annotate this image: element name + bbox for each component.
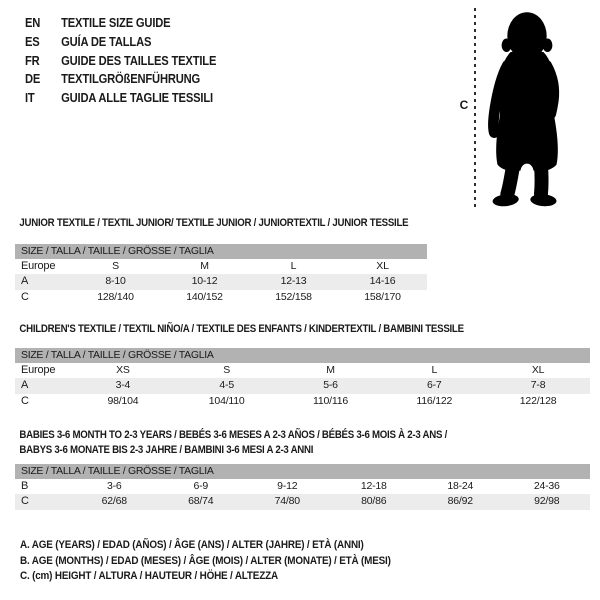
table-cell: 104/110 [208, 394, 245, 407]
baby-silhouette-icon [486, 8, 568, 207]
table-row [15, 378, 590, 393]
table-cell: 110/116 [312, 394, 348, 407]
row-label-cell: Europe [21, 364, 56, 376]
row-label-cell: A [21, 379, 29, 392]
table-cell: 6-9 [193, 480, 209, 492]
table-cell: M [200, 260, 209, 272]
table-cell: 6-7 [427, 379, 442, 392]
table-cell: 128/140 [97, 290, 134, 303]
language-code: ES [25, 33, 40, 49]
table-cell: 74/80 [274, 495, 300, 508]
table-cell: 7-8 [530, 379, 546, 392]
table-cell: 8-10 [105, 275, 126, 288]
table-cell: L [431, 364, 438, 376]
table-row [15, 290, 427, 305]
table-cell: 5-6 [323, 379, 338, 392]
language-code: IT [25, 90, 35, 106]
language-row [25, 70, 216, 89]
childrens-textile-rows [15, 363, 590, 409]
table-cell: M [326, 364, 335, 376]
row-label-cell: C [21, 290, 29, 303]
row-label-cell: B [21, 480, 29, 492]
footnotes [20, 538, 432, 585]
language-label: TEXTILE SIZE GUIDE [61, 15, 171, 30]
row-label-cell: C [21, 394, 29, 407]
table-cell: 24-36 [533, 480, 560, 492]
table-cell: 12-13 [280, 275, 307, 288]
table-row [15, 494, 590, 509]
table-cell: 152/158 [275, 290, 312, 303]
footnote-line: C. (cm) HEIGHT / ALTURA / HAUTEUR / HÖHE / ALTEZZA [20, 570, 278, 583]
row-label-cell: Europe [21, 260, 56, 272]
babies-textile-title: BABYS 3-6 MONATE BIS 2-3 JAHRE / BAMBINI 3-6 MESI A 2-3 ANNI [19, 444, 314, 456]
table-row [15, 259, 427, 274]
table-cell: S [223, 364, 231, 376]
table-cell: 10-12 [191, 275, 218, 288]
table-cell: 98/104 [107, 394, 139, 407]
size-header-band: SIZE / TALLA / TAILLE / GRÖSSE / TAGLIA [15, 244, 427, 259]
table-row [15, 274, 427, 289]
table-cell: 3-4 [115, 379, 131, 392]
childrens-textile-title: CHILDREN'S TEXTILE / TEXTIL NIÑO/A / TEXTILE DES ENFANTS / KINDERTEXTIL / BAMBINI TESSILE [19, 323, 464, 335]
junior-textile-rows [15, 259, 427, 305]
language-row [25, 33, 216, 52]
babies-textile-table [15, 428, 590, 510]
table-cell: 158/170 [364, 290, 401, 303]
childrens-textile-table [15, 322, 590, 409]
table-cell: 86/92 [447, 495, 473, 508]
table-cell: 140/152 [186, 290, 223, 303]
table-cell: 116/122 [416, 394, 453, 407]
height-measure-label: C [459, 98, 469, 112]
language-code: FR [25, 52, 40, 68]
table-cell: 14-16 [369, 275, 396, 288]
junior-textile-title: JUNIOR TEXTILE / TEXTIL JUNIOR/ TEXTILE JUNIOR / JUNIORTEXTIL / JUNIOR TESSILE [19, 217, 409, 229]
table-cell: XL [376, 260, 389, 272]
language-label: GUÍA DE TALLAS [61, 33, 152, 49]
table-cell: L [290, 260, 297, 272]
size-header-band: SIZE / TALLA / TAILLE / GRÖSSE / TAGLIA [15, 348, 590, 363]
table-row [15, 394, 590, 409]
table-cell: 122/128 [519, 394, 557, 407]
table-cell: 9-12 [277, 480, 298, 492]
junior-textile-table [15, 216, 427, 305]
language-label: TEXTILGRÖßENFÜHRUNG [61, 71, 201, 87]
table-row [15, 363, 590, 378]
table-cell: 80/86 [361, 495, 387, 508]
language-label: GUIDA ALLE TAGLIE TESSILI [61, 90, 213, 106]
table-row [15, 479, 590, 494]
table-cell: 18-24 [447, 480, 474, 492]
table-cell: 68/74 [188, 495, 214, 508]
size-header-band: SIZE / TALLA / TAILLE / GRÖSSE / TAGLIA [15, 464, 590, 479]
row-label-cell: C [21, 495, 29, 508]
footnote-line: B. AGE (MONTHS) / EDAD (MESES) / ÂGE (MOIS) / ALTER (MONATE) / ETÀ (MESI) [20, 554, 391, 567]
babies-textile-rows [15, 479, 590, 510]
language-list [25, 14, 247, 108]
language-code: EN [25, 15, 41, 30]
language-row [25, 52, 216, 71]
height-measure-line [474, 8, 476, 207]
table-cell: 12-18 [360, 480, 387, 492]
language-code: DE [25, 71, 41, 87]
row-label-cell: A [21, 275, 29, 288]
table-cell: S [112, 260, 119, 272]
table-cell: XS [116, 364, 130, 376]
measurement-figure [440, 0, 600, 215]
table-cell: 4-5 [219, 379, 234, 392]
footnote-line: A. AGE (YEARS) / EDAD (AÑOS) / ÂGE (ANS) / ALTER (JAHRE) / ETÀ (ANNI) [20, 539, 364, 551]
language-label: GUIDE DES TAILLES TEXTILE [61, 52, 217, 68]
language-row [25, 89, 216, 108]
language-row [25, 14, 216, 33]
table-cell: XL [531, 364, 545, 376]
table-cell: 62/68 [101, 495, 127, 508]
table-cell: 92/98 [534, 495, 560, 508]
babies-textile-title: BABIES 3-6 MONTH TO 2-3 YEARS / BEBÉS 3-6 MESES A 2-3 AÑOS / BÉBÉS 3-6 MOIS À 2-3 ANS / [19, 429, 448, 441]
table-cell: 3-6 [106, 480, 122, 492]
